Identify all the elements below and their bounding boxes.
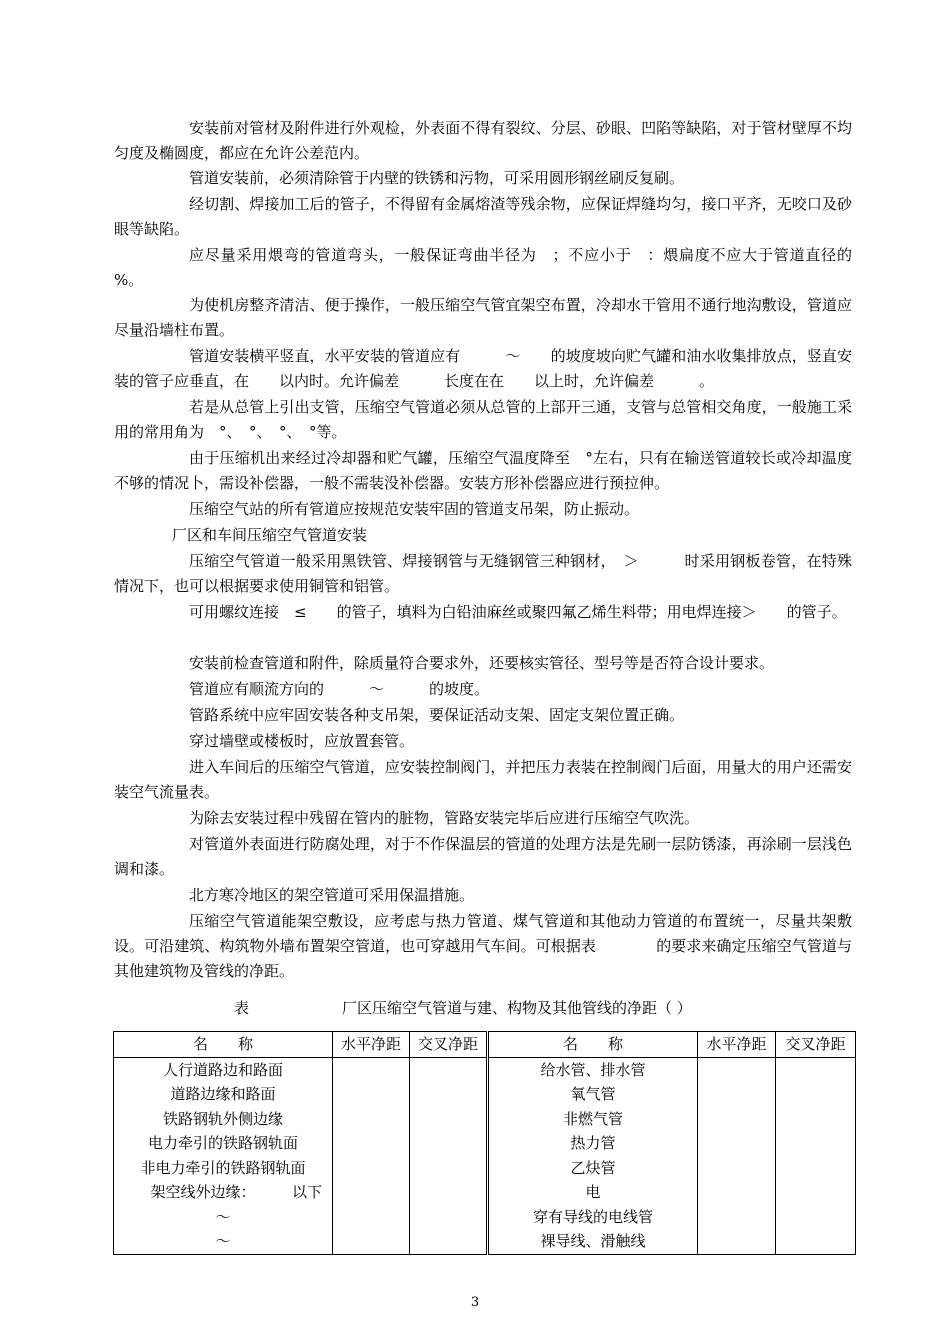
paragraph: 北方寒冷地区的架空管道可采用保温措施。 <box>189 886 475 904</box>
row-cross-left <box>410 1082 488 1107</box>
paragraph: 由于压缩机出来经过冷却器和贮气罐，压缩空气温度降至 °左右，只有在输送管道较长或冷却温度不够的情况卜，需设补偿器，一般不需装没补偿器。安装方形补偿器应进行预拉伸。 <box>114 449 852 492</box>
paragraph: 安装前检查管道和附件，除质量符合要求外，还要核实管径、型号等是否符合设计要求。 <box>189 654 775 672</box>
row-name-left: 非电力牵引的铁路钢轨面 <box>114 1156 333 1181</box>
row-horizontal-left <box>333 1205 410 1230</box>
row-name-left: ～ <box>114 1229 333 1254</box>
row-name-right: 非燃气管 <box>488 1107 698 1132</box>
row-horizontal-left <box>333 1180 410 1205</box>
row-name-right: 氧气管 <box>488 1082 698 1107</box>
row-name-left-text: 架空线外边缘： <box>150 1183 256 1201</box>
row-cross-left <box>410 1229 488 1254</box>
row-cross-left <box>410 1156 488 1181</box>
table-row <box>114 1205 856 1230</box>
paragraph: 压缩空气管道一般采用黑铁管、焊接钢管与无缝钢管三种钢材， ＞ 时采用钢板卷管，在特殊情况下，也可以根据要求使用铜管和铝管。 <box>114 552 852 595</box>
paragraph: 若是从总管上引出支管，压缩空气管道必须从总管的上部开三通，支管与总管相交角度，一般施工采用的常用角为 °、 °、 °、 °等。 <box>114 398 852 441</box>
row-name-right: 给水管、排水管 <box>488 1057 698 1082</box>
table-caption-label: 表 <box>234 999 250 1017</box>
row-horizontal-right <box>698 1107 776 1132</box>
row-name-left: 电力牵引的铁路钢轨面 <box>114 1131 333 1156</box>
row-cross-right <box>776 1131 856 1156</box>
header-cross-left: 交叉净距 <box>410 1032 488 1058</box>
table-row <box>114 1156 856 1181</box>
page-number: 3 <box>470 1295 480 1310</box>
row-cross-right <box>776 1107 856 1132</box>
row-horizontal-right <box>698 1057 776 1082</box>
row-horizontal-left <box>333 1057 410 1082</box>
paragraph: 管道安装横平竖直，水平安装的管道应有 ～ 的坡度坡向贮气罐和油水收集排放点，竖直安装的管子应垂直，在 以内时。允许偏差 长度在在 以上时，允许偏差 。 <box>114 347 852 390</box>
paragraph: 管道安装前，必须清除管于内壁的铁锈和污物，可采用圆形钢丝刷反复刷。 <box>189 169 685 187</box>
section-heading: 厂区和车间压缩空气管道安装 <box>172 526 368 544</box>
row-horizontal-left <box>333 1107 410 1132</box>
table-row <box>114 1107 856 1132</box>
row-cross-left <box>410 1131 488 1156</box>
table-row <box>114 1229 856 1254</box>
paragraph: 管路系统中应牢固安装各种支吊架，要保证活动支架、固定支架位置正确。 <box>189 706 685 724</box>
row-name-left: 铁路钢轨外侧边缘 <box>114 1107 333 1132</box>
row-horizontal-right <box>698 1156 776 1181</box>
paragraph: 压缩空气站的所有管道应按规范安装牢固的管道支吊架，防止振动。 <box>189 500 640 518</box>
paragraph: 经切割、焊接加工后的管子，不得留有金属熔渣等残余物，应保证焊缝均匀，接口平齐，无咬口及砂眼等缺陷。 <box>114 195 852 238</box>
row-horizontal-right <box>698 1205 776 1230</box>
table-row <box>114 1180 856 1205</box>
row-cross-right <box>776 1057 856 1082</box>
paragraph: 应尽量采用煨弯的管道弯头，一般保证弯曲半径为 ；不应小于 ：煨扁度不应大于管道直径的 %。 <box>114 246 868 289</box>
clearance-table <box>113 1031 856 1255</box>
row-name-right: 热力管 <box>488 1131 698 1156</box>
row-horizontal-right <box>698 1131 776 1156</box>
row-cross-right <box>776 1229 856 1254</box>
header-horizontal-left: 水平净距 <box>333 1032 410 1058</box>
row-horizontal-right <box>698 1229 776 1254</box>
header-cross-right: 交叉净距 <box>776 1032 856 1058</box>
row-name-left: 道路边缘和路面 <box>114 1082 333 1107</box>
row-horizontal-left <box>333 1131 410 1156</box>
paragraph: 可用螺纹连接 ≤ 的管子，填料为白铅油麻丝或聚四氟乙烯生料带；用电焊连接＞ 的管子。 <box>189 603 847 621</box>
row-horizontal-left <box>333 1156 410 1181</box>
paragraph: 对管道外表面进行防腐处理，对于不作保温层的管道的处理方法是先刷一层防锈漆，再涂刷一层浅色调和漆。 <box>114 835 852 878</box>
paragraph: 安装前对管材及附件进行外观检，外表面不得有裂纹、分层、砂眼、凹陷等缺陷，对于管材壁厚不均匀度及椭圆度，都应在允许公差范内。 <box>114 119 852 162</box>
row-name-right: 乙炔管 <box>488 1156 698 1181</box>
row-horizontal-left <box>333 1229 410 1254</box>
row-cross-right <box>776 1156 856 1181</box>
table-caption-title: 厂区压缩空气管道与建、构物及其他管线的净距（ ） <box>342 999 692 1017</box>
row-name-right: 电 <box>488 1180 698 1205</box>
row-cross-right <box>776 1082 856 1107</box>
table-row <box>114 1131 856 1156</box>
row-cross-left <box>410 1205 488 1230</box>
paragraph: 管道应有顺流方向的 ～ 的坡度。 <box>189 680 490 698</box>
table-header-row <box>114 1032 856 1058</box>
row-horizontal-right <box>698 1082 776 1107</box>
row-name-left: 人行道路边和路面 <box>114 1057 333 1082</box>
table-row <box>114 1082 856 1107</box>
row-name-right: 裸导线、滑触线 <box>488 1229 698 1254</box>
header-horizontal-right: 水平净距 <box>698 1032 776 1058</box>
paragraph: 为使机房整齐清洁、便于操作，一般压缩空气管宜架空布置，冷却水干管用不通行地沟敷设，管道应尽量沿墙柱布置。 <box>114 296 852 339</box>
paragraph: 为除去安装过程中残留在管内的脏物，管路安装完毕后应进行压缩空气吹洗。 <box>189 809 700 827</box>
row-name-left: ～ <box>114 1205 333 1230</box>
header-name-left: 名 称 <box>114 1032 333 1058</box>
row-horizontal-left <box>333 1082 410 1107</box>
paragraph: 进入车间后的压缩空气管道，应安装控制阀门，并把压力表装在控制阀门后面，用量大的用户还需安装空气流量表。 <box>114 758 852 801</box>
row-cross-left <box>410 1057 488 1082</box>
row-name-left-suffix: 以下 <box>291 1183 322 1201</box>
row-cross-right <box>776 1180 856 1205</box>
paragraph: 穿过墙壁或楼板时，应放置套管。 <box>189 732 415 750</box>
row-cross-left <box>410 1107 488 1132</box>
row-horizontal-right <box>698 1180 776 1205</box>
row-name-right: 穿有导线的电线管 <box>488 1205 698 1230</box>
row-cross-left <box>410 1180 488 1205</box>
row-cross-right <box>776 1205 856 1230</box>
header-name-right: 名 称 <box>488 1032 698 1058</box>
paragraph: 压缩空气管道能架空敷设，应考虑与热力管道、煤气管道和其他动力管道的布置统一，尽量共架敷设。可沿建筑、构筑物外墙布置架空管道，也可穿越用气车间。可根据表 的要求来确定压缩空气管道与其他建筑物及管线的净距。 <box>114 912 852 980</box>
table-row <box>114 1057 856 1082</box>
row-name-left <box>114 1180 333 1205</box>
